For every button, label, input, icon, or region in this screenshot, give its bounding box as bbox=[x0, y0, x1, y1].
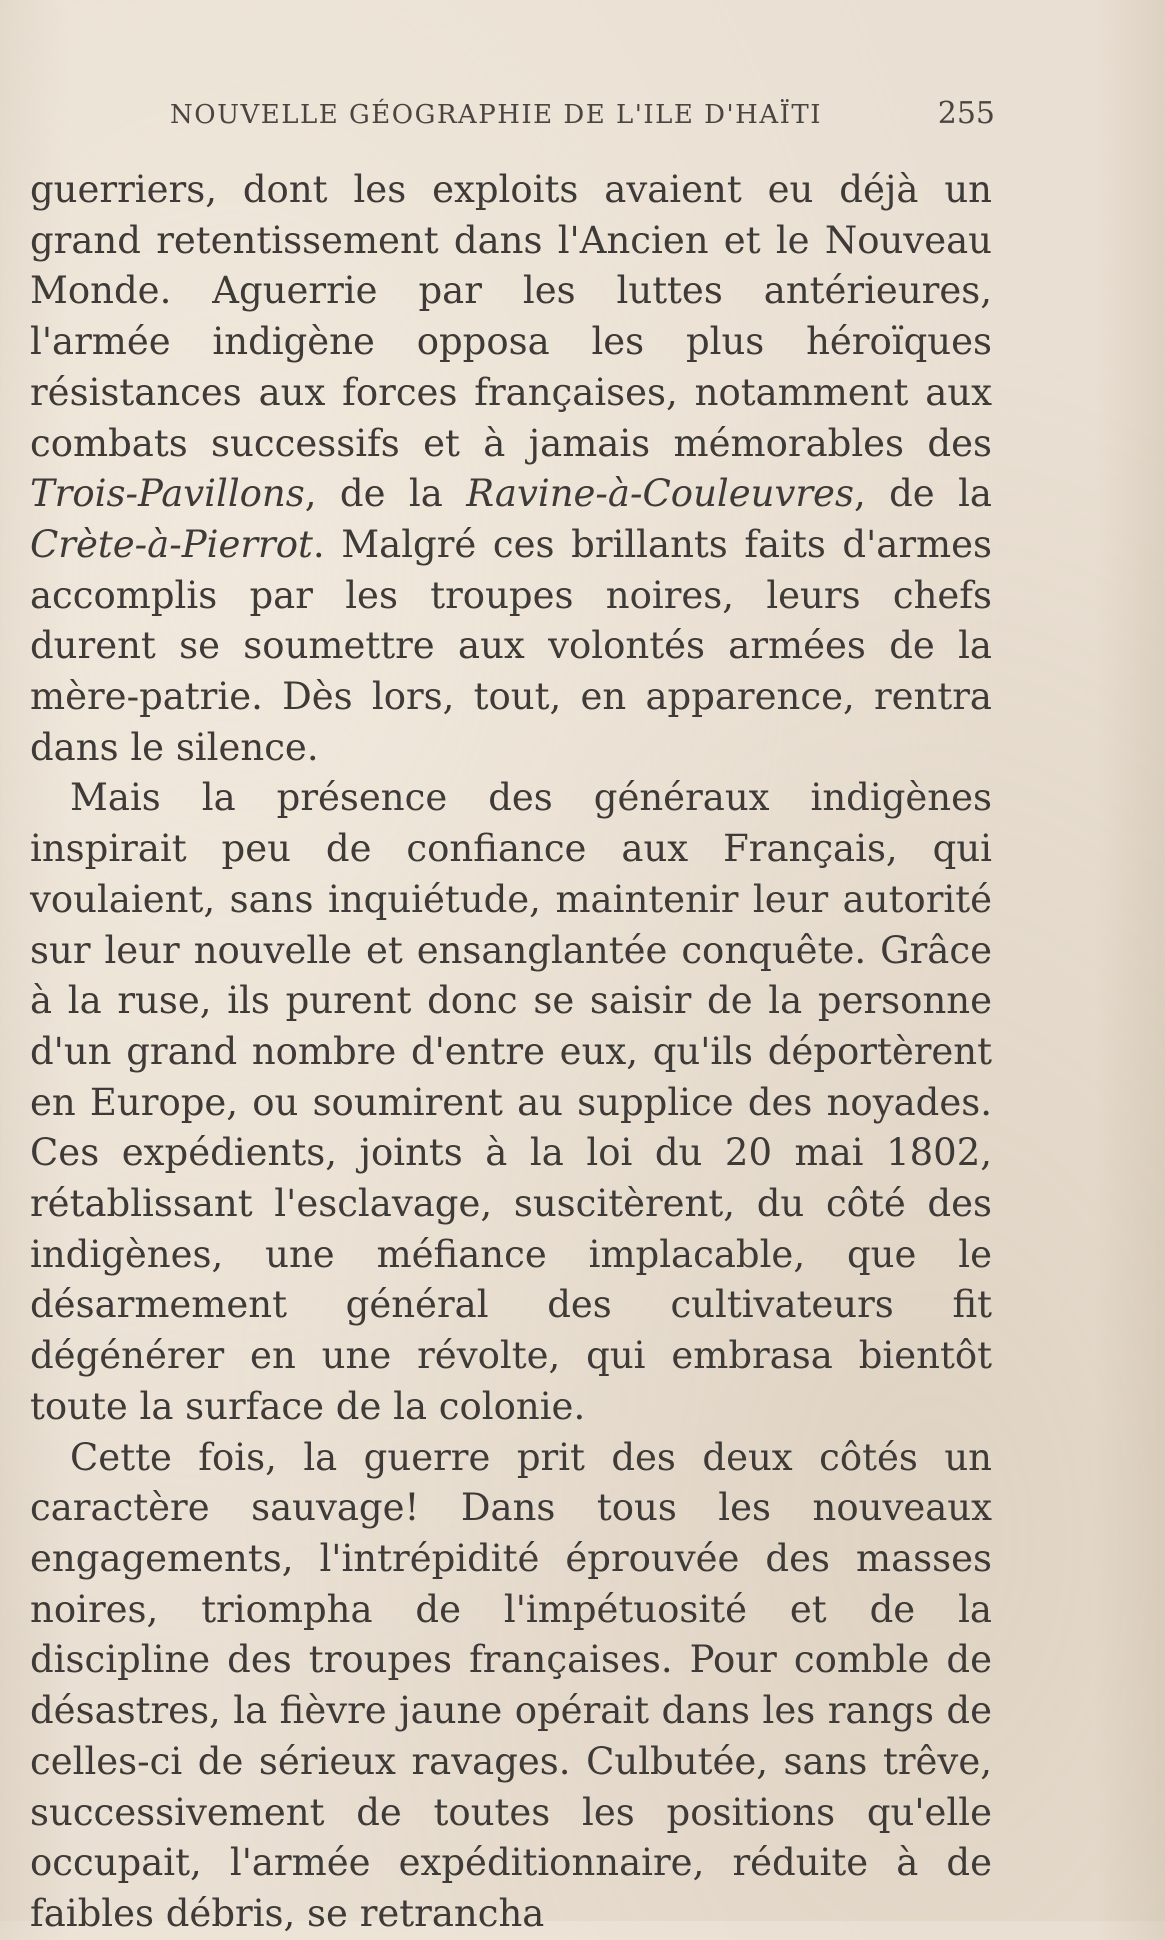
running-header bbox=[170, 96, 995, 140]
paragraph-1-text-a: guerriers, dont les exploits avaient eu déjà un grand retentissement dans l'Ancien et le Nouveau Monde. Aguerrie par les luttes antérieures, l'armée indigène opposa les plus héroïques résistances aux forces françaises, notamment aux combats successifs et à jamais mémorables des bbox=[30, 168, 992, 465]
body-text bbox=[30, 165, 992, 1940]
paragraph-1 bbox=[30, 165, 992, 773]
running-title: NOUVELLE GÉOGRAPHIE DE L'ILE D'HAÏTI bbox=[170, 100, 822, 130]
page-number: 255 bbox=[937, 96, 995, 131]
paragraph-3: Cette fois, la guerre prit des deux côtés un caractère sauvage! Dans tous les nouveaux engagements, l'intrépidité éprouvée des masses noires, triompha de l'impétuosité et de la discipline des troupes françaises. Pour comble de désastres, la fièvre jaune opérait dans les rangs de celles-ci de sérieux ravages. Culbutée, sans trêve, successivement de toutes les positions qu'elle occupait, l'armée expéditionnaire, réduite à de faibles débris, se retrancha bbox=[30, 1435, 992, 1935]
place-name-crete-a-pierrot: Crète-à-Pierrot bbox=[30, 522, 313, 566]
paragraph-1-text-b: , de la bbox=[304, 472, 467, 516]
place-name-trois-pavillons: Trois-Pavillons bbox=[30, 472, 305, 516]
paragraph-1-text-d: . Malgré ces brillants faits d'armes accomplis par les troupes noires, leurs chefs durent se soumettre aux volontés armées de la mère-patrie. Dès lors, tout, en apparence, rentra dans le silence. bbox=[30, 522, 992, 769]
paragraph-2: Mais la présence des généraux indigènes inspirait peu de confiance aux Français, qui voulaient, sans inquiétude, maintenir leur autorité sur leur nouvelle et ensanglantée conquête. Grâce à la ruse, ils purent donc se saisir de la personne d'un grand nombre d'entre eux, qu'ils déportèrent en Europe, ou soumirent au supplice des noyades. Ces expédients, joints à la loi du 20 mai 1802, rétablissant l'esclavage, suscitèrent, du côté des indigènes, une méfiance implacable, que le désarmement général des cultivateurs fit dégénérer en une révolte, qui embrasa bientôt toute la surface de la colonie. bbox=[30, 776, 992, 1428]
paragraph-1-text-c: , de la bbox=[853, 472, 992, 516]
place-name-ravine-a-couleuvres: Ravine-à-Couleuvres bbox=[466, 472, 854, 516]
